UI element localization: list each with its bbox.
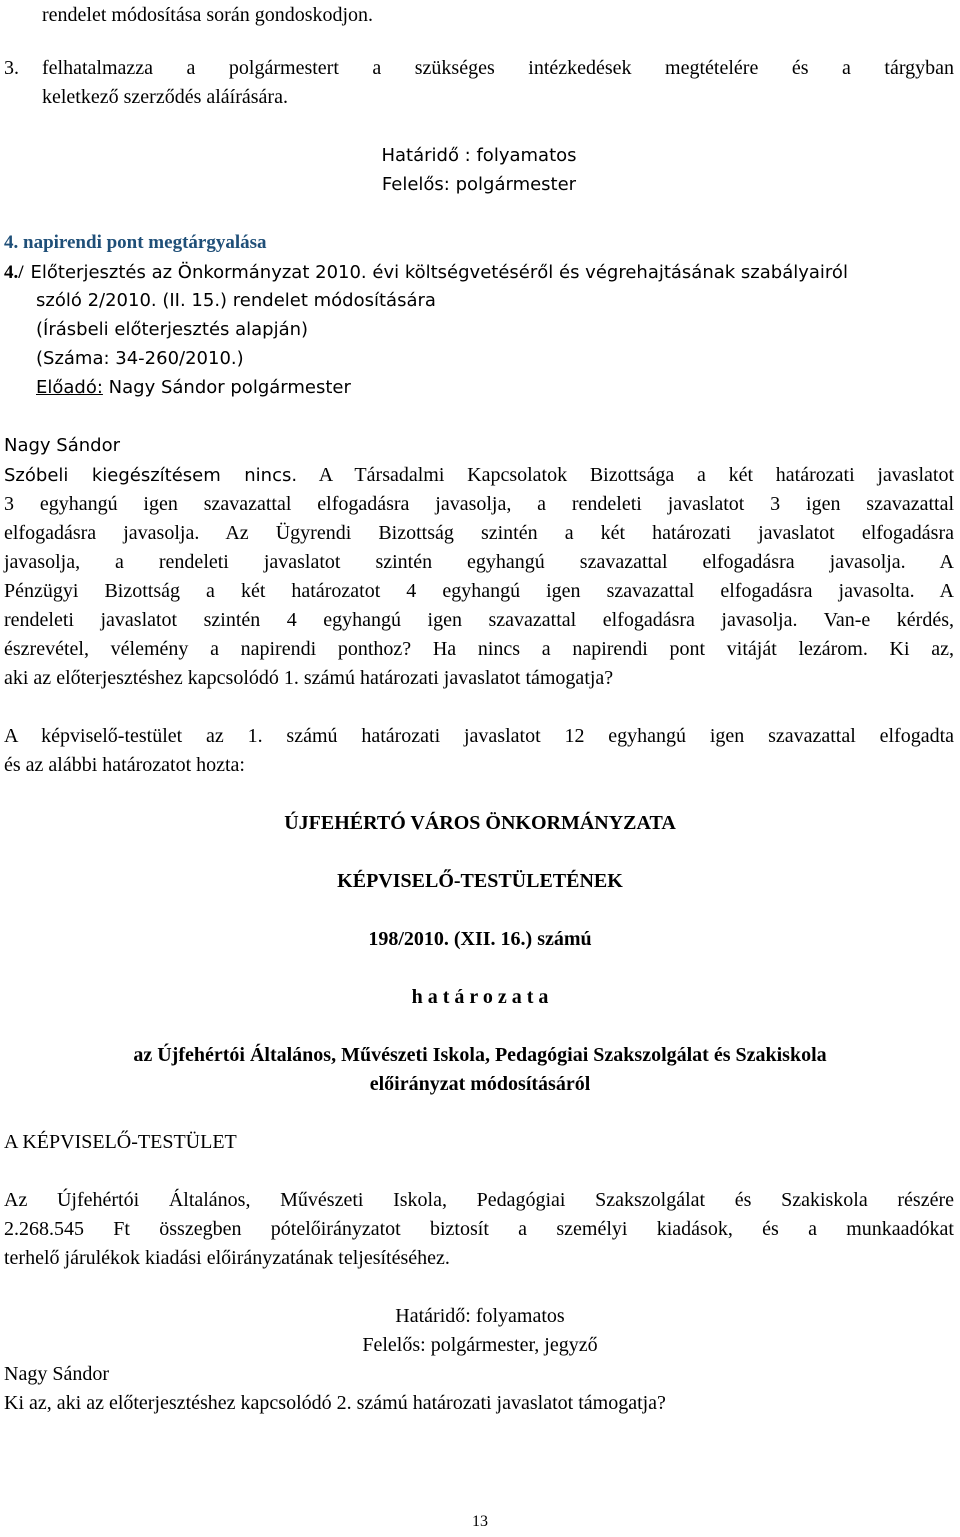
resolution-subject-line1: az Újfehértói Általános, Művészeti Iskola, Pedagógiai Szakszolgálat és Szakiskola	[133, 1044, 827, 1066]
resolution-body-heading: A KÉPVISELŐ-TESTÜLET	[4, 1131, 237, 1153]
responsible-1: Felelős: polgármester	[381, 174, 577, 195]
presenter-name: Nagy Sándor polgármester	[108, 377, 351, 398]
speaker-2: Nagy Sándor	[4, 1363, 109, 1385]
speech1-line: 3 egyhangú igen szavazattal elfogadásra javasolja, a rendeleti javaslatot 3 igen szavazattal	[4, 493, 954, 515]
agenda-title-line1: Előterjesztés az Önkormányzat 2010. évi költségvetéséről és végrehajtásának szabályairól	[30, 262, 848, 283]
resolution-number: 198/2010. (XII. 16.) számú	[368, 928, 592, 950]
speech1-line: elfogadásra javasolja. Az Ügyrendi Bizottság szintén a két határozati javaslatot elfogadásra	[4, 522, 954, 544]
speech1-first-sentence: Szóbeli kiegészítésem nincs.	[4, 465, 298, 486]
resolution-type: h a t á r o z a t a	[411, 986, 549, 1008]
agenda-heading: 4. napirendi pont megtárgyalása	[4, 232, 267, 253]
agenda-title-line4: (Száma: 34-260/2010.)	[36, 348, 244, 369]
speech-2: Ki az, aki az előterjesztéshez kapcsolódó 2. számú határozati javaslatot támogatja?	[4, 1392, 666, 1414]
agenda-title-line2: szóló 2/2010. (II. 15.) rendelet módosítására	[36, 290, 436, 311]
page-number: 13	[472, 1513, 488, 1530]
speech1-line: észrevétel, vélemény a napirendi ponthoz? Ha nincs a napirendi pont vitáját lezárom. Ki az,	[4, 638, 954, 660]
presenter-label: Előadó:	[36, 377, 103, 398]
resolution-body-line: Az Újfehértói Általános, Művészeti Iskola, Pedagógiai Szakszolgálat és Szakiskola részére	[4, 1189, 954, 1211]
vote-line: és az alábbi határozatot hozta:	[4, 754, 245, 776]
resolution-subject-line2: előirányzat módosításáról	[369, 1073, 591, 1095]
speaker-1: Nagy Sándor	[4, 435, 120, 456]
resolution-org-line2: KÉPVISELŐ-TESTÜLETÉNEK	[337, 870, 623, 892]
item3-line1: felhatalmazza a polgármestert a szükséges intézkedések megtételére és a tárgyban	[42, 57, 954, 79]
speech1-line: javasolja, a rendeleti javaslatot szintén egyhangú szavazattal elfogadásra javasolja. A	[4, 551, 954, 573]
agenda-title-number: 4./	[4, 262, 24, 283]
speech1-rest: A Társadalmi Kapcsolatok Bizottsága a két határozati javaslatot	[318, 464, 955, 486]
vote-line: A képviselő-testület az 1. számú határozati javaslatot 12 egyhangú igen szavazattal elfogadta	[4, 725, 954, 747]
item3-line2: keletkező szerződés aláírására.	[42, 86, 288, 108]
presenter-row	[36, 376, 351, 400]
agenda-title-row	[4, 260, 848, 285]
responsible-2: Felelős: polgármester, jegyző	[362, 1334, 598, 1356]
speech1-line: Pénzügyi Bizottság a két határozatot 4 egyhangú igen szavazattal elfogadásra javasolta. A	[4, 580, 954, 602]
resolution-org-line1: ÚJFEHÉRTÓ VÁROS ÖNKORMÁNYZATA	[284, 812, 676, 834]
item3-number: 3.	[4, 57, 19, 79]
speech1-line	[4, 463, 954, 488]
resolution-body-line: terhelő járulékok kiadási előirányzatának teljesítéséhez.	[4, 1247, 450, 1269]
speech1-line: rendeleti javaslatot szintén 4 egyhangú igen szavazattal elfogadásra javasolja. Van-e kérdés,	[4, 609, 954, 631]
resolution-body-line: 2.268.545 Ft összegben pótelőirányzatot biztosít a személyi kiadások, és a munkaadókat	[4, 1218, 954, 1240]
top-line: rendelet módosítása során gondoskodjon.	[42, 4, 374, 26]
deadline-1: Határidő : folyamatos	[381, 145, 577, 166]
agenda-title-line3: (Írásbeli előterjesztés alapján)	[36, 319, 309, 340]
deadline-2: Határidő: folyamatos	[395, 1305, 565, 1327]
speech1-line: aki az előterjesztéshez kapcsolódó 1. számú határozati javaslatot támogatja?	[4, 667, 614, 689]
